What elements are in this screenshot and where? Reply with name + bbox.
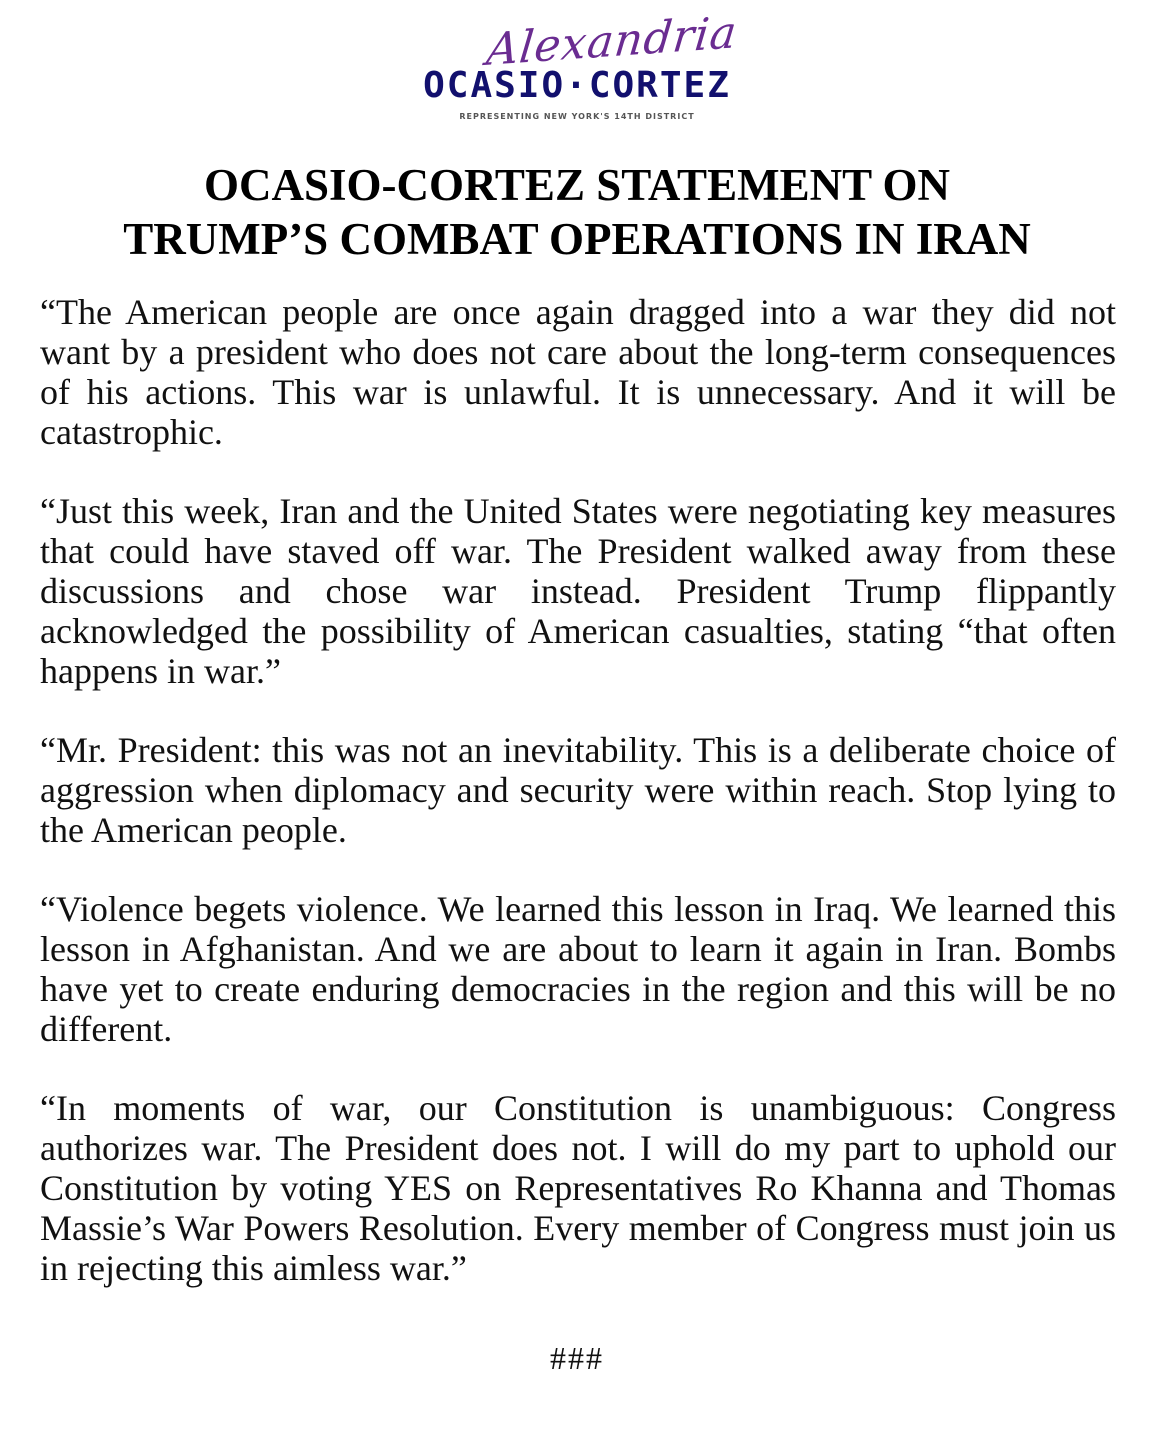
logo-script-signature: Alexandria [484,6,740,76]
logo-tagline: REPRESENTING NEW YORK'S 14TH DISTRICT [459,112,695,121]
statement-paragraph: “Mr. President: this was not an inevitability. This is a deliberate choice of aggression when diplomacy and security were within reach. Stop lying to the American people. [40,730,1116,850]
statement-paragraph: “Violence begets violence. We learned this lesson in Iraq. We learned this lesson in Afghanistan. And we are about to learn it again in Iran. Bombs have yet to create enduring democracies in the region and this will be no different. [40,889,1116,1049]
logo-name: OCASIO·CORTEZ [423,65,731,106]
headline-line-2: TRUMP’S COMBAT OPERATIONS IN IRAN [123,214,1031,264]
office-logo [0,6,1154,121]
statement-paragraph: “In moments of war, our Constitution is unambiguous: Congress authorizes war. The President does not. I will do my part to uphold our Constitution by voting YES on Representatives Ro Khanna and Thomas Massie’s War Powers Resolution. Every member of Congress must join us in rejecting this aimless war.” [40,1088,1116,1288]
end-of-release-mark: ### [550,1340,604,1376]
statement-body [40,292,1116,1288]
statement-headline [30,158,1124,266]
statement-paragraph: “The American people are once again dragged into a war they did not want by a president who does not care about the long-term consequences of his actions. This war is unlawful. It is unnecessary. And it will be catastrophic. [40,292,1116,452]
headline-line-1: OCASIO-CORTEZ STATEMENT ON [203,160,951,210]
statement-paragraph: “Just this week, Iran and the United States were negotiating key measures that could have staved off war. The President walked away from these discussions and chose war instead. President Trump flippantly acknowledged the possibility of American casualties, stating “that often happens in war.” [40,491,1116,691]
